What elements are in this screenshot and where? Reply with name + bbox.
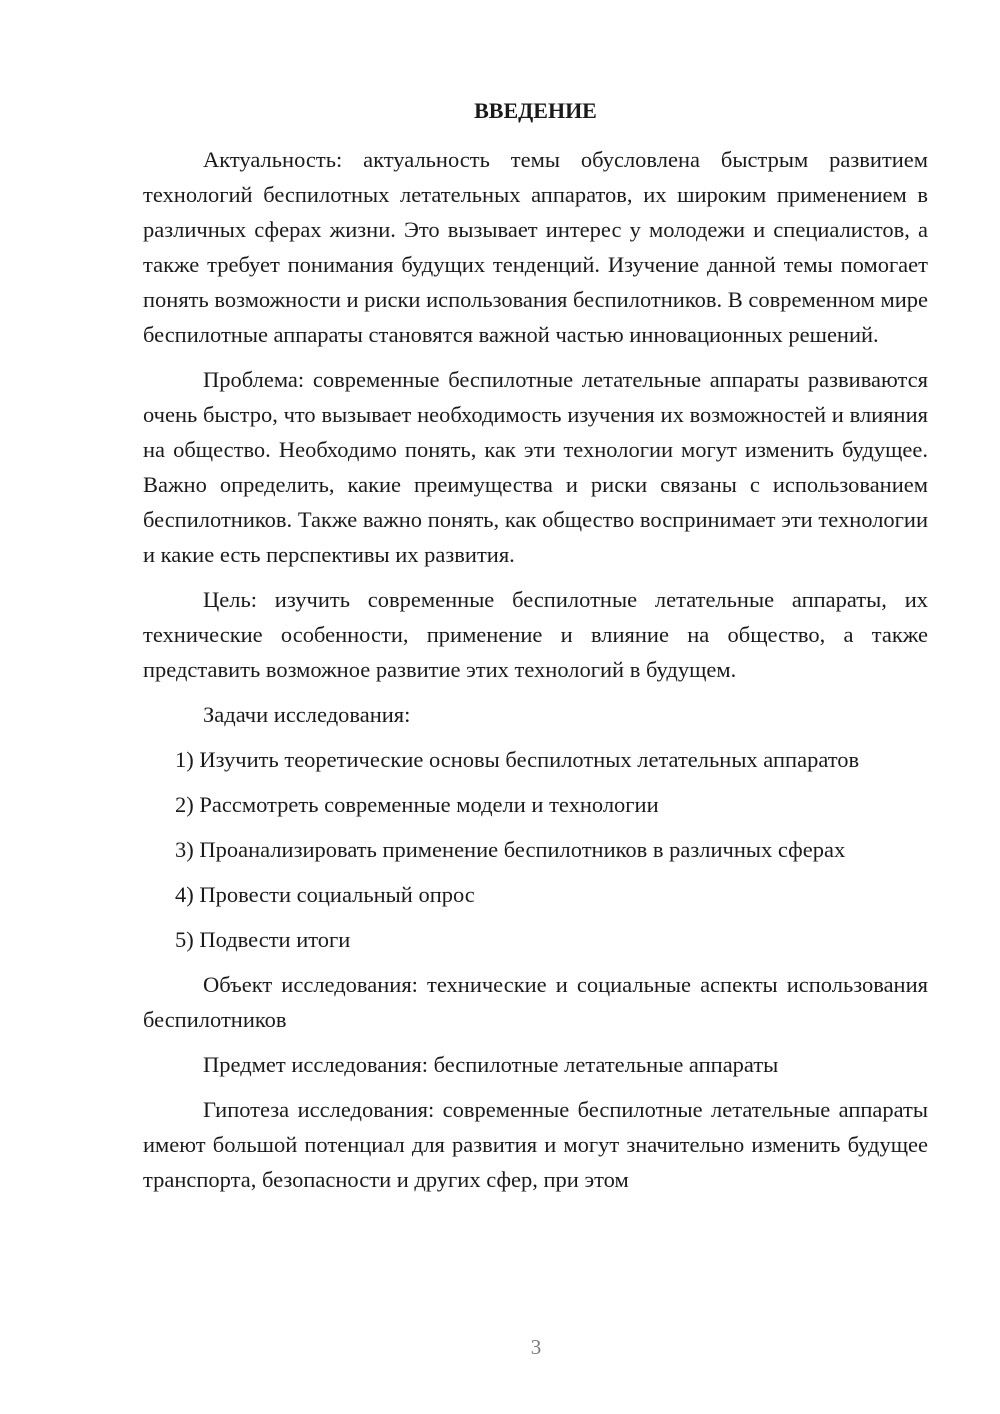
page-number: 3 [530,1335,542,1359]
paragraph-goal: Цель: изучить современные беспилотные летательные аппараты, их технические особенности, применение и влияние на общество, а также представить возможное развитие этих технологий в будущем. [143,587,928,682]
list-item: 1) Изучить теоретические основы беспилотных летательных аппаратов [175,747,860,772]
paragraph-relevance: Актуальность: актуальность темы обусловлена быстрым развитием технологий беспилотных летательных аппаратов, их широким применением в различных сферах жизни. Это вызывает интерес у молодежи и специалистов, а также требует понимания будущих тенденций. Изучение данной темы помогает понять возможности и риски использования беспилотников. В современном мире беспилотные аппараты становятся важной частью инновационных решений. [143,147,928,347]
paragraph-object: Объект исследования: технические и социальные аспекты использования беспилотников [143,972,928,1032]
section-heading: ВВЕДЕНИЕ [474,98,597,123]
paragraph-problem: Проблема: современные беспилотные летательные аппараты развиваются очень быстро, что вызывает необходимость изучения их возможностей и влияния на общество. Необходимо понять, как эти технологии могут изменить будущее. Важно определить, какие преимущества и риски связаны с использованием беспилотников. Также важно понять, как общество воспринимает эти технологии и какие есть перспективы их развития. [143,367,928,567]
page-content [143,97,928,1207]
list-item: 5) Подвести итоги [175,927,351,952]
list-item: 2) Рассмотреть современные модели и технологии [175,792,659,817]
paragraph-hypothesis: Гипотеза исследования: современные беспилотные летательные аппараты имеют большой потенциал для развития и могут значительно изменить будущее транспорта, безопасности и других сфер, при этом [143,1097,928,1192]
list-item: 4) Провести социальный опрос [175,882,475,907]
paragraph-tasks-title: Задачи исследования: [203,702,411,727]
list-item: 3) Проанализировать применение беспилотников в различных сферах [175,837,846,862]
tasks-list [143,742,928,957]
paragraph-subject: Предмет исследования: беспилотные летательные аппараты [203,1052,779,1077]
